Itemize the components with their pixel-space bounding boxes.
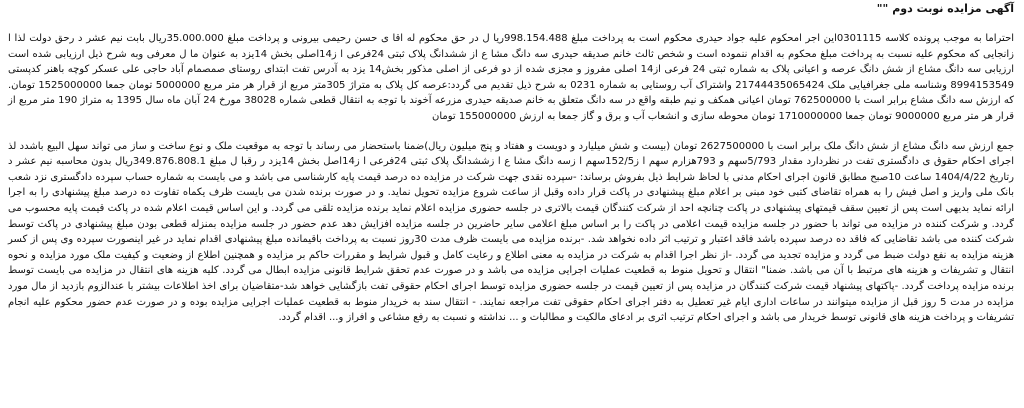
notice-paragraph-2: جمع ارزش سه دانگ مشاع از شش دانگ ملک برابر است با 2627500000 تومان (بیست و شش میلیارد و دویست و هفتاد و پنج میلیون ریال)ضمنا باستحضار می رساند با توجه به موقعیت ملک و نوع ساخت و ساز می تواند سهل البیع باشدد لذ اجرای احکام حقوق ی دادگستری تفت در نظردارد مقدار 5/793سهم و 793هزارم سهم ا ز152/5سهم ا زسه دانگ مشا ع ا زششدانگ پلاک ثبتی 24فرعی ا ز14اصل بخش 14یزد ر رقبا ل مبلغ 349.876.808.1ریال بدون محاسبه نیم عشر د رتاریخ 1404/4/22 ساعت 10صبح مطابق قانون اجرای احکام مدنی با لحاظ شرایط ذیل بفروش برساند: -سپرده نقدی جهت شرکت در مزایده ده درصد قیمت پایه کارشناسی می باشد و می بایست به شماره حساب سپرده دادگستری نزد شعب بانک ملی واریز و اصل فیش را به همراه تقاضای کتبی خود مبنی بر اعلام مبلغ پیشنهادی در پاکت قرار داده وقبل از ساعت شروع مزایده تحویل نماید. و در صورت برنده شدن می بایست ظرف یکماه تفاوت ده درصد مبلغ پیشنهادی را به اجرا ارائه نماید بدیهی است پس از تعیین سقف قیمتهای پیشنهادی در پاکت چنانچه احد از شرکت کنندگان قیمت بالاتری در جلسه حضوری مزایده اعلام نماید برنده مزایده تلقی می گردد. و این اساس قیمت اعلام شده در پاکت قیمت پایه محسوب می گردد. و شرکت کننده در مزایده می تواند با حضور در جلسه مزایده قیمت اعلامی در پاکت را بر اساس مبلغ اعلامی سایر حاضرین در جلسه مزایده افزایش دهد عدم حضور در جلسه مزایده بمنزله قطعی بودن مبلغ پیشنهادی در پاکت توسط شرکت کننده می باشد تقاضایی که فاقد ده درصد سپرده باشد فاقد اعتبار و ترتیب اثر داده نخواهد شد. -برنده مزایده می بایست ظرف مدت 30روز نسبت به پرداخت باقیمانده مبلغ پیشنهادی اقدام نماید در غیر اینصورت سپرده وی پس از کسر هزینه مزایده به نفع دولت ضبط می گردد و مزایده تجدید می گردد. -از نظر اجرا اقدام به شرکت در مزایده به معنی اطلاع و رعایت کامل و قبول شرایط و مقررات حاکم بر مزایده و همچنین اطلاع از وضعیت و کیفیت ملک مورد مزایده و نحوه انتقال و تشریفات و هزینه های مرتبط با آن می باشد. ضمنا" انتقال و تحویل منوط به قطعیت عملیات اجرایی مزایده می باشد و در صورت عدم تحقق شرایط قانونی مزایده ابطال می گردد. کلیه هزینه های انتقال در مزایده می بایست توسط برنده مزایده پرداخت گردد. -پاکتهای پیشنهاد قیمت شرکت کنندگان در مزایده پس از تعیین قیمت در جلسه حضوری مزایده توسط اجرای احکام حقوقی تفت بازگشایی خواهد شد-متقاضیان برای اخذ اطلاعات بیشتر با عندالزوم بازدید از مال مورد مزایده در مدت 5 روز قبل از مزایده میتوانند در ساعات اداری ایام غیر تعطیل به دفتر اجرای احکام حقوقی تفت مراجعه نمایند. - انتقال سند به خریدار منوط به قطعیت عملیات اجرایی مزایده بوده و در صورت عدم حضور محکوم علیه انجام تشریفات و پرداخت هزینه های قانونی توسط خریدار می باشد و اجرای احکام ترتیب اثری بر ادعای مالکیت و مطالبات و ... نداشته و نسبت به رفع مشاعی و افراز و... اقدام گردد. (8, 140, 1014, 324)
notice-title (6, 2, 1014, 15)
notice-title-quotes: "" (876, 2, 889, 15)
notice-paragraph-1: احتراما به موجب پرونده کلاسه 0301115این اجر امحکوم علیه جواد حیدری محکوم است به پرداخت مبلغ 998.154.488ریا ل در حق محکوم له اقا ی حسن رحیمی بیرونی و پرداخت مبلغ 35.000.000ریال بابت نیم عشر د رحق دولت لذا ا زانجایی که محکوم علیه نسبت به پرداخت مبلغ محکوم به اقدام ننموده است و شخص ثالث خانم صدیقه حیدری سه دانگ مشا ع از ششدانگ پلاک ثبتی 24فرعی ا ز14اصلی بخش 14یزد به عنوان ما ل معرفی وبه شرح ذیل ارزیابی شده است ارزیابی سه دانگ مشاع از شش دانگ عرصه و اعیانی پلاک به شماره ثبتی 24 فرعی از14 اصلی مفروز و مجزی شده از دو فرعی از اصلی مذکور بخش14 یزد به آدرس تفت ابتدای روستای صمصمام آباد حاجی علی عسکر کوچه باهنر کدپستی 8994153549 وشناسه ملی جغرافیایی ملک 21744435065424 واشتراک آب روستایی به شماره 0231 به شرح ذیل تقدیم می گردد:عرصه کل پلاک به متراژ 305متر مربع از قرار هر متر مربع 5000000 تومان جمعا 1525000000 تومان. که ارزش سه دانگ مشاع برابر است با 762500000 تومان اعیانی همکف و نیم طبقه واقع در سه دانگ متعلق به خانم صدیقه حیدری مزرعه آخوند با توجه به انتقال قطعی شماره 38028 مورخ 24 آبان ماه سال 1395 به متراژ 190 متر مربع از قرار هر متر مربع 9000000 تومان جمعا 1710000000 تومان محوطه سازی و انشعاب آب و برق و گاز جمعا به ارزش 155000000 تومان (8, 33, 1015, 122)
notice-title-text: آگهی مزایده نوبت دوم (892, 2, 1014, 15)
notice-page (6, 0, 1016, 408)
